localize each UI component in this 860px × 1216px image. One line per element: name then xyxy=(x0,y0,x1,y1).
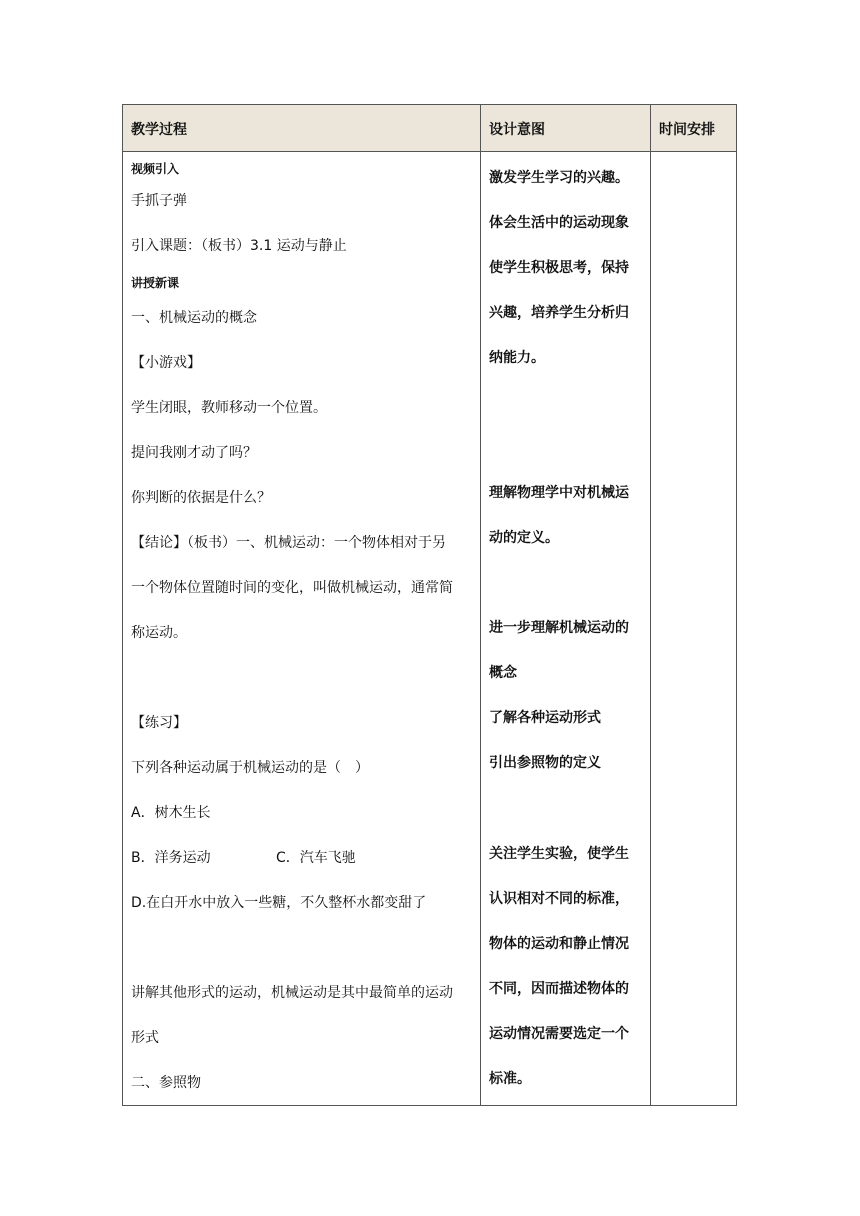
intent-line-8: 进一步理解机械运动的 xyxy=(489,620,629,636)
process-conclusion-line-3: 称运动。 xyxy=(131,625,187,641)
header-time-arrangement: 时间安排 xyxy=(659,122,715,138)
header-teaching-process: 教学过程 xyxy=(131,122,187,138)
header-row-background xyxy=(123,105,736,151)
process-explain-line-2: 形式 xyxy=(131,1030,159,1046)
intent-line-1: 激发学生学习的兴趣。 xyxy=(489,170,629,186)
option-d: D.在白开水中放入一些糖，不久整杯水都变甜了 xyxy=(131,895,427,911)
intent-line-6: 理解物理学中对机械运 xyxy=(489,485,629,501)
intent-line-12: 关注学生实验，使学生 xyxy=(489,846,629,862)
process-line-intro-topic: 引入课题：（板书）3.1 运动与静止 xyxy=(131,238,347,254)
table-header-divider xyxy=(122,151,737,152)
process-line-basis: 你判断的依据是什么？ xyxy=(131,490,271,506)
table-column-divider-2 xyxy=(650,104,651,1106)
intent-line-13: 认识相对不同的标准， xyxy=(489,891,629,907)
intent-line-5: 纳能力。 xyxy=(489,350,545,366)
intent-line-3: 使学生积极思考，保持 xyxy=(489,260,629,276)
intent-line-4: 兴趣，培养学生分析归 xyxy=(489,305,629,321)
intent-line-7: 动的定义。 xyxy=(489,530,559,546)
intent-line-10: 了解各种运动形式 xyxy=(489,710,601,726)
table-border-right xyxy=(736,104,737,1106)
process-line-question: 提问我刚才动了吗？ xyxy=(131,445,257,461)
option-b: B．洋务运动 xyxy=(131,850,211,866)
header-design-intent: 设计意图 xyxy=(489,122,545,138)
intent-line-16: 运动情况需要选定一个 xyxy=(489,1026,629,1042)
table-border-bottom xyxy=(122,1105,737,1106)
process-question-stem: 下列各种运动属于机械运动的是（ ） xyxy=(131,760,369,776)
process-mini-game: 【小游戏】 xyxy=(131,355,201,371)
option-c: C．汽车飞驰 xyxy=(276,850,356,866)
option-a: A．树木生长 xyxy=(131,805,211,821)
section-video-intro: 视频引入 xyxy=(131,162,180,176)
intent-line-2: 体会生活中的运动现象 xyxy=(489,215,629,231)
process-explain-line-1: 讲解其他形式的运动，机械运动是其中最简单的运动 xyxy=(131,985,453,1001)
table-border-top xyxy=(122,104,737,105)
intent-line-11: 引出参照物的定义 xyxy=(489,755,601,771)
process-conclusion-line-2: 一个物体位置随时间的变化，叫做机械运动，通常简 xyxy=(131,580,453,596)
process-practice: 【练习】 xyxy=(131,715,187,731)
intent-line-14: 物体的运动和静止情况 xyxy=(489,936,629,952)
process-heading-reference: 二、参照物 xyxy=(131,1075,201,1091)
section-new-lesson: 讲授新课 xyxy=(131,276,180,290)
intent-line-9: 概念 xyxy=(489,665,517,681)
process-line-eyes-closed: 学生闭眼，教师移动一个位置。 xyxy=(131,400,327,416)
table-column-divider-1 xyxy=(480,104,481,1106)
process-conclusion-line-1: 【结论】（板书）一、机械运动：一个物体相对于另 xyxy=(131,535,446,551)
intent-line-15: 不同，因而描述物体的 xyxy=(489,981,629,997)
process-line-catch-bullet: 手抓子弹 xyxy=(131,193,187,209)
table-border-left xyxy=(122,104,123,1106)
process-heading-mechanical-motion: 一、机械运动的概念 xyxy=(131,310,257,326)
intent-line-17: 标准。 xyxy=(489,1071,531,1087)
